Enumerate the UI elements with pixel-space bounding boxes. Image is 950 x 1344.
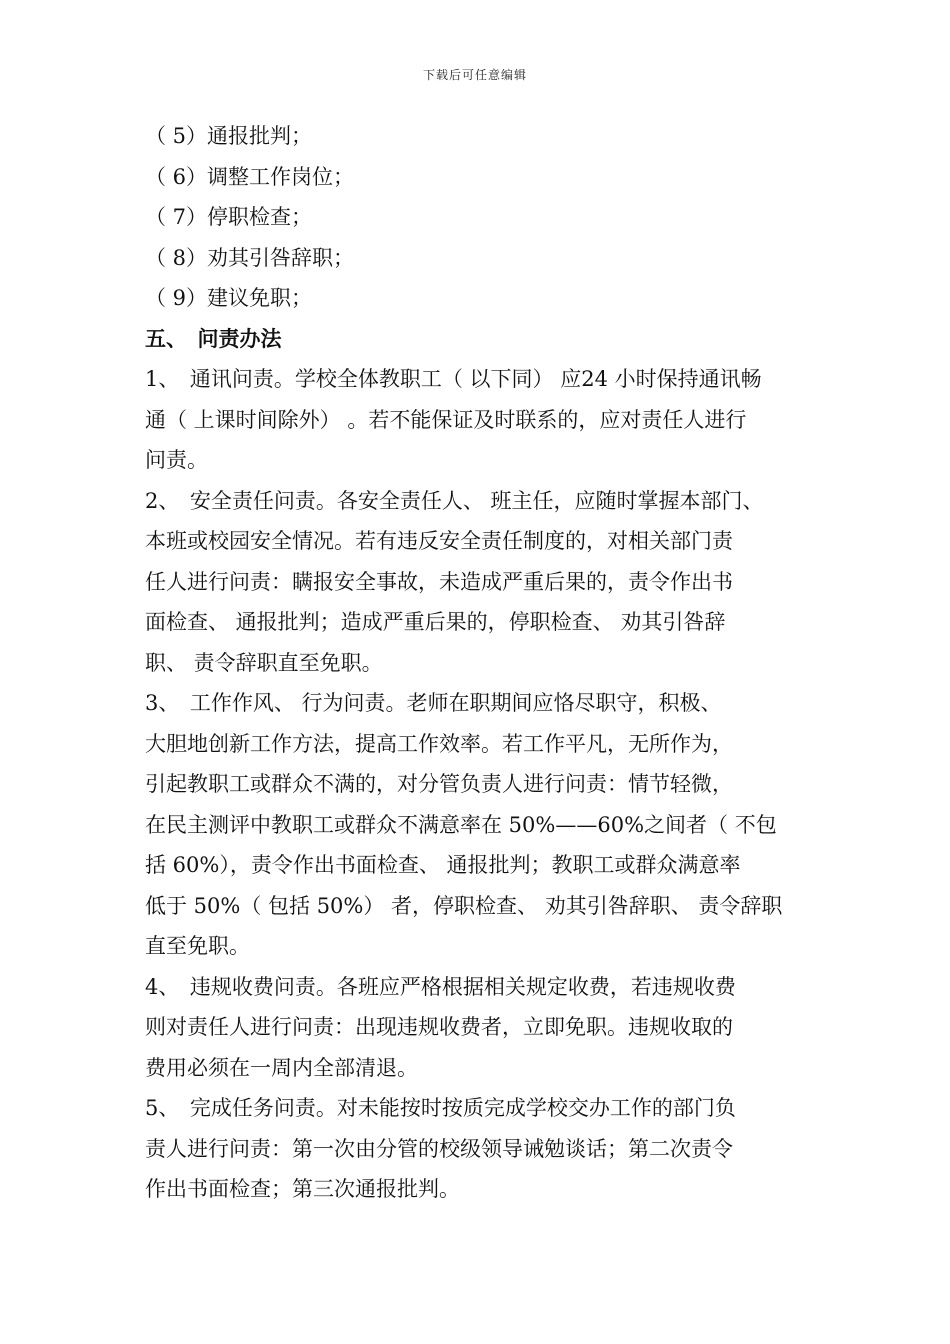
paragraph-line: 费用必须在一周内全部清退。	[145, 1055, 418, 1080]
paragraph-line: 2、 安全责任问责。各安全责任人、 班主任，应随时掌握本部门、	[145, 488, 764, 513]
document-body	[145, 116, 815, 1210]
paragraph-line: 职、 责令辞职直至免职。	[145, 650, 383, 675]
paragraph-line: 直至免职。	[145, 934, 250, 958]
paragraph-line: 作出书面检查；第三次通报批判。	[145, 1177, 460, 1201]
section-heading: 五、 问责办法	[145, 326, 282, 351]
paragraph-line: 本班或校园安全情况。若有违反安全责任制度的，对相关部门责	[145, 529, 733, 553]
paragraph-line: 1、 通讯问责。学校全体教职工（ 以下同） 应24 小时保持通讯畅	[145, 367, 762, 391]
paragraph-line: 4、 违规收费问责。各班应严格根据相关规定收费，若违规收费	[145, 974, 736, 999]
paragraph-line: 问责。	[145, 448, 208, 472]
list-item: （ 7）停职检查；	[145, 205, 313, 229]
paragraph-line: 则对责任人进行问责：出现违规收费者，立即免职。违规收取的	[145, 1015, 733, 1039]
list-item: （ 5）通报批判；	[145, 124, 313, 148]
paragraph-line: 任人进行问责：瞒报安全事故，未造成严重后果的，责令作出书	[145, 569, 733, 594]
paragraph-line: 面检查、 通报批判；造成严重后果的，停职检查、 劝其引咎辞	[145, 610, 726, 634]
paragraph-line: 3、 工作作风、 行为问责。老师在职期间应恪尽职守，积极、	[145, 691, 722, 715]
paragraph-line: 大胆地创新工作方法，提高工作效率。若工作平凡，无所作为，	[145, 731, 733, 756]
list-item: （ 6）调整工作岗位；	[145, 164, 355, 189]
page-header: 下载后可任意编辑	[422, 68, 527, 82]
list-item: （ 8）劝其引咎辞职；	[145, 245, 355, 270]
paragraph-line: 在民主测评中教职工或群众不满意率在 50%——60%之间者（ 不包	[145, 812, 777, 837]
paragraph-line: 责人进行问责：第一次由分管的校级领导诫勉谈话；第二次责令	[145, 1136, 733, 1161]
paragraph-line: 5、 完成任务问责。对未能按时按质完成学校交办工作的部门负	[145, 1096, 736, 1120]
paragraph-line: 低于 50%（ 包括 50%） 者，停职检查、 劝其引咎辞职、 责令辞职	[145, 893, 783, 918]
paragraph-line: 通（ 上课时间除外） 。若不能保证及时联系的，应对责任人进行	[145, 407, 747, 432]
list-item: （ 9）建议免职；	[145, 286, 313, 310]
paragraph-line: 括 60%），责令作出书面检查、 通报批判；教职工或群众满意率	[145, 853, 741, 877]
paragraph-line: 引起教职工或群众不满的，对分管负责人进行问责：情节轻微，	[145, 772, 733, 796]
